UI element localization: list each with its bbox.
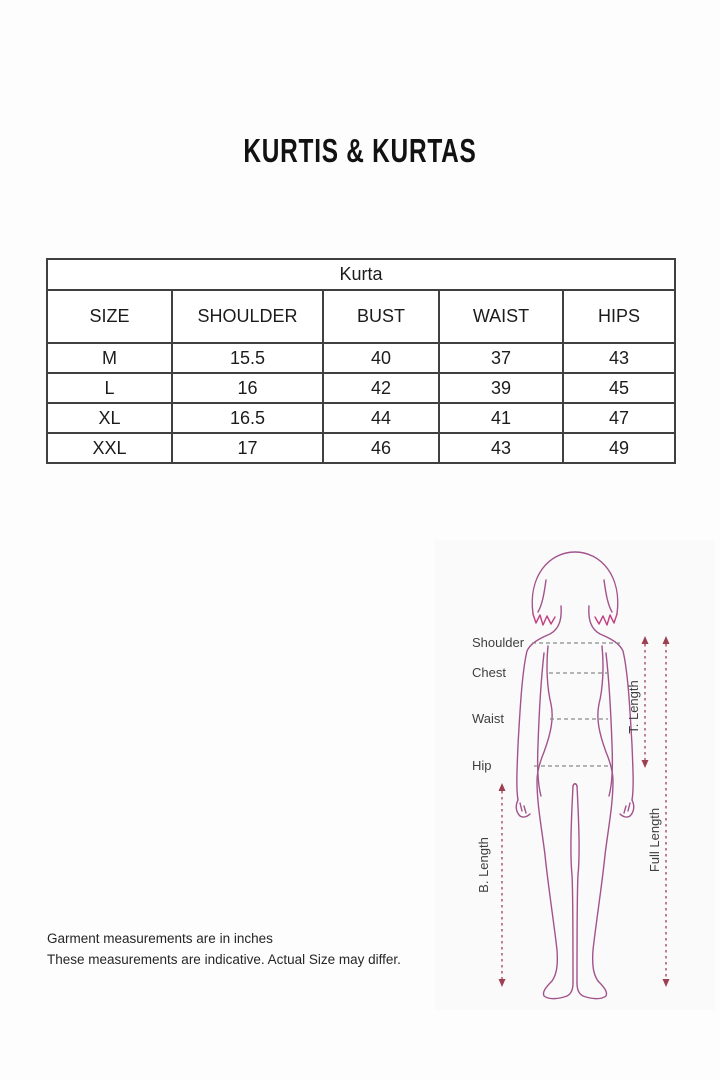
inner-leg-right-path [577, 786, 579, 983]
full-length-label: Full Length [647, 807, 662, 873]
measurement-cell: 40 [323, 343, 439, 373]
inner-leg-left-path [571, 786, 573, 983]
footnote-disclaimer: These measurements are indicative. Actual Size may differ. [47, 951, 401, 967]
measurement-cell: 17 [172, 433, 323, 463]
footnotes [47, 929, 401, 970]
measurement-cell: 42 [323, 373, 439, 403]
column-header-waist: WAIST [439, 290, 563, 343]
column-header-bust: BUST [323, 290, 439, 343]
t-length-arrowhead-bottom [642, 760, 649, 768]
full-length-arrowhead-bottom [663, 979, 670, 987]
footnote-units: Garment measurements are in inches [47, 931, 273, 946]
measurement-cell: 49 [563, 433, 675, 463]
hand-right-path [620, 800, 634, 817]
foot-left-path [543, 981, 573, 999]
b-length-label: B. Length [476, 837, 491, 893]
chest-label: Chest [472, 665, 506, 680]
column-header-shoulder: SHOULDER [172, 290, 323, 343]
diagram-labels-group [472, 635, 662, 893]
measurement-cell: 16 [172, 373, 323, 403]
measurement-cell: 41 [439, 403, 563, 433]
b-length-arrowhead-bottom [499, 979, 506, 987]
measurement-cell: 15.5 [172, 343, 323, 373]
shoulder-label: Shoulder [472, 635, 525, 650]
garment-group-header: Kurta [47, 259, 675, 290]
hair-accent-group [533, 614, 617, 625]
full-length-arrowhead-top [663, 636, 670, 644]
table-row-l [47, 373, 675, 403]
size-chart-table [46, 258, 676, 464]
measurement-cell: 39 [439, 373, 563, 403]
measurement-diagram [435, 540, 715, 1010]
inner-arm-left-path [538, 653, 544, 796]
size-cell: XL [47, 403, 172, 433]
table-header-row [47, 290, 675, 343]
table-row-xl [47, 403, 675, 433]
column-header-hips: HIPS [563, 290, 675, 343]
table-group-row [47, 259, 675, 290]
waist-label: Waist [472, 711, 505, 726]
size-cell: M [47, 343, 172, 373]
measurement-cell: 37 [439, 343, 563, 373]
arrowheads-group [499, 636, 670, 987]
measurement-cell: 43 [439, 433, 563, 463]
table-row-m [47, 343, 675, 373]
foot-right-path [577, 981, 607, 999]
measurement-cell: 46 [323, 433, 439, 463]
b-length-arrowhead-top [499, 783, 506, 791]
t-length-arrowhead-top [642, 636, 649, 644]
measurement-cell: 44 [323, 403, 439, 433]
figure-outline-group [516, 552, 633, 999]
measurement-cell: 16.5 [172, 403, 323, 433]
t-length-label: T. Length [626, 680, 641, 734]
hair-spikes-right-path [595, 614, 617, 625]
measurement-cell: 47 [563, 403, 675, 433]
length-arrow-lines-group [502, 644, 666, 979]
measurement-cell: 45 [563, 373, 675, 403]
inner-arm-right-path [606, 653, 612, 796]
size-cell: XXL [47, 433, 172, 463]
hand-left-path [516, 800, 530, 817]
size-cell: L [47, 373, 172, 403]
hair-spikes-left-path [533, 614, 555, 625]
page-title: KURTIS & KURTAS [243, 132, 477, 169]
hip-label: Hip [472, 758, 492, 773]
measurement-cell: 43 [563, 343, 675, 373]
column-header-size: SIZE [47, 290, 172, 343]
hair-strand-left-path [538, 580, 546, 612]
body-measurement-figure [435, 540, 715, 1010]
table-row-xxl [47, 433, 675, 463]
hair-strand-right-path [604, 580, 612, 612]
